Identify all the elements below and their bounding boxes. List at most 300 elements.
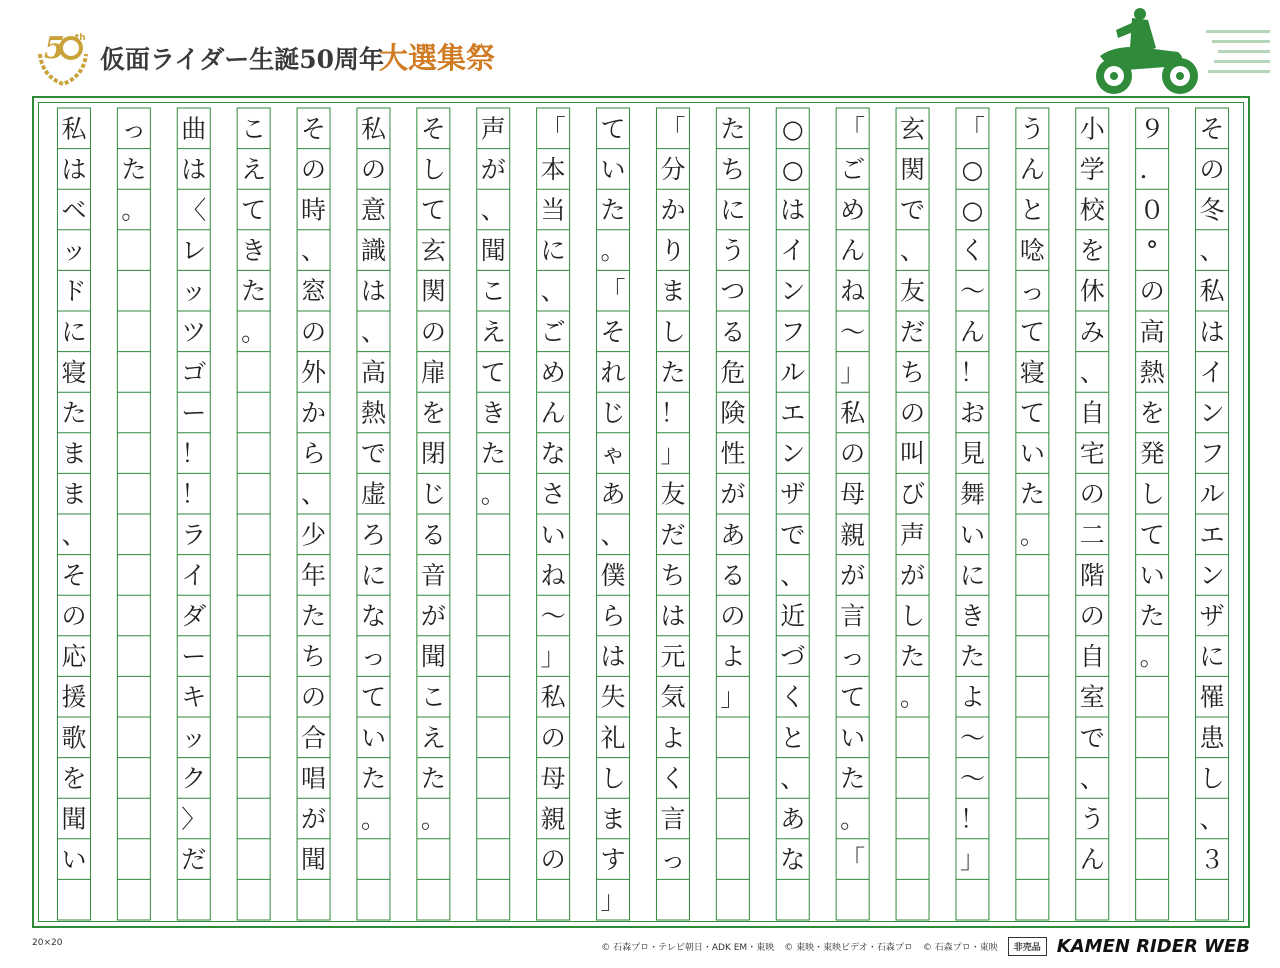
- manuscript-char: た: [1139, 601, 1165, 631]
- manuscript-char: か: [301, 398, 327, 428]
- manuscript-char: し: [600, 763, 626, 793]
- manuscript-char: と: [780, 723, 806, 753]
- manuscript-char: 、: [1199, 236, 1225, 266]
- manuscript-char: ダ: [181, 601, 207, 631]
- manuscript-char: エ: [780, 398, 806, 428]
- manuscript-char: い: [61, 845, 87, 875]
- manuscript-char: で: [900, 195, 926, 225]
- manuscript-char: た: [600, 195, 626, 225]
- manuscript-char: イ: [1199, 357, 1225, 387]
- manuscript-char: 当: [540, 195, 566, 225]
- manuscript-char: い: [540, 520, 566, 550]
- manuscript-char: 」: [720, 682, 746, 712]
- manuscript-char: ル: [1199, 479, 1225, 509]
- manuscript-char: 」: [660, 439, 686, 469]
- copyright-2: © 東映・東映ビデオ・石森プロ: [784, 942, 913, 953]
- manuscript-char: 玄: [900, 114, 926, 144]
- manuscript-char: 宅: [1079, 439, 1105, 469]
- manuscript-char: っ: [660, 845, 686, 875]
- manuscript-char: い: [1139, 560, 1165, 590]
- manuscript-char: 僕: [600, 560, 626, 590]
- manuscript-char: 礼: [600, 723, 626, 753]
- manuscript-char: た: [900, 642, 926, 672]
- manuscript-char: の: [1139, 276, 1165, 306]
- manuscript-char: 音: [420, 560, 446, 590]
- manuscript-char: て: [840, 682, 866, 712]
- manuscript-char: 、: [1079, 357, 1105, 387]
- manuscript-char: と: [1019, 195, 1045, 225]
- 50th-anniversary-laurel-icon: [30, 24, 96, 88]
- manuscript-char: し: [1199, 763, 1225, 793]
- manuscript-char: た: [301, 601, 327, 631]
- manuscript-char: が: [301, 804, 327, 834]
- manuscript-char: お: [959, 398, 985, 428]
- manuscript-char: こ: [480, 276, 506, 306]
- manuscript-char: の: [301, 317, 327, 347]
- manuscript-char: き: [959, 601, 985, 631]
- manuscript-char: た: [241, 276, 267, 306]
- manuscript-char: 私: [1199, 276, 1225, 306]
- manuscript-char: は: [61, 154, 87, 184]
- manuscript-char: ッ: [181, 276, 207, 306]
- manuscript-char: イ: [181, 560, 207, 590]
- manuscript-char: た: [720, 114, 746, 144]
- manuscript-char: 。: [840, 804, 866, 834]
- manuscript-char: 「: [540, 114, 566, 144]
- manuscript-char: ！: [181, 479, 207, 509]
- manuscript-char: 罹: [1199, 682, 1225, 712]
- manuscript-char: を: [420, 398, 446, 428]
- manuscript-char: 。: [121, 195, 147, 225]
- manuscript-char: め: [840, 195, 866, 225]
- manuscript-char: 」: [600, 885, 626, 915]
- manuscript-char: て: [360, 682, 386, 712]
- manuscript-char: な: [780, 845, 806, 875]
- manuscript-char: ご: [840, 154, 866, 184]
- manuscript-char: に: [360, 560, 386, 590]
- manuscript-char: し: [1139, 479, 1165, 509]
- manuscript-char: 母: [540, 763, 566, 793]
- manuscript-paper: [32, 96, 1250, 928]
- manuscript-char: 元: [660, 642, 686, 672]
- kamen-rider-web-logo-text: KAMEN RIDER WEB: [1056, 935, 1250, 957]
- manuscript-char: 。: [1139, 642, 1165, 672]
- manuscript-char: 声: [480, 114, 506, 144]
- manuscript-char: そ: [61, 560, 87, 590]
- manuscript-char: ゃ: [600, 439, 626, 469]
- manuscript-char: 、: [900, 236, 926, 266]
- manuscript-char: 合: [301, 723, 327, 753]
- manuscript-char: 聞: [480, 236, 506, 266]
- copyright-1: © 石森プロ・テレビ朝日・ADK EM・東映: [601, 942, 775, 953]
- copyright-3: © 石森プロ・東映: [922, 942, 998, 953]
- manuscript-char: す: [600, 845, 626, 875]
- manuscript-char: り: [660, 236, 686, 266]
- manuscript-char: の: [420, 317, 446, 347]
- manuscript-char: の: [1079, 479, 1105, 509]
- manuscript-char: 気: [660, 682, 686, 712]
- manuscript-char: ッ: [181, 723, 207, 753]
- manuscript-char: い: [360, 723, 386, 753]
- manuscript-char: ツ: [181, 317, 207, 347]
- manuscript-char: そ: [420, 114, 446, 144]
- manuscript-char: 「: [600, 276, 626, 306]
- manuscript-char: 近: [780, 601, 806, 631]
- manuscript-char: 〈: [181, 195, 207, 225]
- manuscript-char: ～: [959, 763, 985, 793]
- manuscript-char: 〉: [181, 804, 207, 834]
- manuscript-char: し: [420, 154, 446, 184]
- manuscript-char: ご: [540, 317, 566, 347]
- manuscript-char: 言: [660, 804, 686, 834]
- manuscript-char: 、: [600, 520, 626, 550]
- manuscript-char: く: [959, 236, 985, 266]
- manuscript-char: ！: [181, 439, 207, 469]
- manuscript-char: て: [1019, 398, 1045, 428]
- manuscript-char: 。: [900, 682, 926, 712]
- manuscript-char: そ: [1199, 114, 1225, 144]
- manuscript-char: た: [660, 357, 686, 387]
- manuscript-char: ん: [540, 398, 566, 428]
- manuscript-char: 舞: [959, 479, 985, 509]
- manuscript-char: よ: [959, 682, 985, 712]
- manuscript-char: の: [301, 154, 327, 184]
- manuscript-char: が: [720, 479, 746, 509]
- manuscript-char: の: [540, 845, 566, 875]
- manuscript-char: 唸: [1019, 236, 1045, 266]
- manuscript-char: る: [420, 520, 446, 550]
- manuscript-char: 自: [1079, 642, 1105, 672]
- manuscript-char: 玄: [420, 236, 446, 266]
- manuscript-char: て: [241, 195, 267, 225]
- manuscript-char: て: [600, 114, 626, 144]
- manuscript-char: の: [61, 601, 87, 631]
- not-for-sale-badge: 非売品: [1008, 937, 1047, 956]
- manuscript-char: 失: [600, 682, 626, 712]
- manuscript-char: ね: [540, 560, 566, 590]
- manuscript-char: °: [1145, 236, 1159, 266]
- manuscript-char: の: [1079, 601, 1105, 631]
- manuscript-char: 関: [900, 154, 926, 184]
- manuscript-char: 患: [1199, 723, 1225, 753]
- manuscript-char: う: [1079, 804, 1105, 834]
- manuscript-char: ね: [840, 276, 866, 306]
- manuscript-char: い: [600, 154, 626, 184]
- manuscript-char: 」: [959, 845, 985, 875]
- manuscript-char: 」: [540, 642, 566, 672]
- manuscript-char: ！: [959, 804, 985, 834]
- manuscript-char: て: [480, 357, 506, 387]
- manuscript-char: は: [660, 601, 686, 631]
- manuscript-char: に: [1199, 642, 1225, 672]
- manuscript-char: ち: [301, 642, 327, 672]
- manuscript-char: 校: [1079, 195, 1105, 225]
- manuscript-char: 私: [61, 114, 87, 144]
- manuscript-char: 援: [61, 682, 87, 712]
- manuscript-char: こ: [241, 114, 267, 144]
- manuscript-char: 発: [1139, 439, 1165, 469]
- manuscript-char: の: [720, 601, 746, 631]
- manuscript-char: 「: [840, 114, 866, 144]
- manuscript-char: 本: [540, 154, 566, 184]
- footer-credits: [601, 932, 1250, 960]
- manuscript-char: は: [1199, 317, 1225, 347]
- manuscript-char: 冬: [1199, 195, 1225, 225]
- manuscript-char: が: [840, 560, 866, 590]
- manuscript-char: を: [1079, 236, 1105, 266]
- manuscript-char: ン: [780, 439, 806, 469]
- manuscript-char: 。: [480, 479, 506, 509]
- manuscript-char: な: [360, 601, 386, 631]
- manuscript-char: い: [959, 520, 985, 550]
- manuscript-char: そ: [600, 317, 626, 347]
- manuscript-char: 険: [720, 398, 746, 428]
- manuscript-char: ま: [61, 439, 87, 469]
- manuscript-char: ３: [1199, 845, 1225, 875]
- manuscript-char: ろ: [360, 520, 386, 550]
- manuscript-char: た: [840, 763, 866, 793]
- manuscript-char: ９: [1139, 114, 1165, 144]
- manuscript-char: 、: [360, 317, 386, 347]
- manuscript-char: れ: [600, 357, 626, 387]
- manuscript-char: た: [480, 439, 506, 469]
- manuscript-char: 寝: [1019, 357, 1045, 387]
- manuscript-char: 、: [540, 276, 566, 306]
- manuscript-char: ら: [600, 601, 626, 631]
- manuscript-char: ド: [61, 276, 87, 306]
- manuscript-char: は: [181, 154, 207, 184]
- manuscript-char: の: [360, 154, 386, 184]
- manuscript-char: じ: [420, 479, 446, 509]
- manuscript-char: が: [900, 560, 926, 590]
- manuscript-char: 小: [1079, 114, 1105, 144]
- manuscript-char: ち: [720, 154, 746, 184]
- manuscript-char: 私: [840, 398, 866, 428]
- manuscript-char: は: [600, 642, 626, 672]
- manuscript-char: 、: [1199, 804, 1225, 834]
- manuscript-char: ゴ: [181, 357, 207, 387]
- manuscript-char: 識: [360, 236, 386, 266]
- kamen-rider-web-logo: [1057, 936, 1250, 957]
- manuscript-char: に: [540, 236, 566, 266]
- manuscript-char: 親: [540, 804, 566, 834]
- manuscript-char: あ: [780, 804, 806, 834]
- manuscript-char: 友: [900, 276, 926, 306]
- manuscript-char: ん: [840, 236, 866, 266]
- manuscript-char: い: [1019, 439, 1045, 469]
- manuscript-char: っ: [121, 114, 147, 144]
- manuscript-char: 。: [420, 804, 446, 834]
- manuscript-char: の: [840, 439, 866, 469]
- manuscript-char: ベ: [61, 195, 87, 225]
- manuscript-char: あ: [600, 479, 626, 509]
- manuscript-char: ザ: [1199, 601, 1225, 631]
- manuscript-char: 自: [1079, 398, 1105, 428]
- manuscript-char: そ: [301, 114, 327, 144]
- manuscript-char: を: [61, 763, 87, 793]
- manuscript-char: び: [900, 479, 926, 509]
- manuscript-char: で: [360, 439, 386, 469]
- manuscript-char: っ: [1019, 276, 1045, 306]
- manuscript-char: エ: [1199, 520, 1225, 550]
- manuscript-char: 時: [301, 195, 327, 225]
- manuscript-char: 高: [360, 357, 386, 387]
- grid-size-label: 20×20: [32, 938, 63, 948]
- manuscript-char: つ: [720, 276, 746, 306]
- manuscript-char: ら: [301, 439, 327, 469]
- manuscript-char: ん: [1079, 845, 1105, 875]
- manuscript-char: フ: [780, 317, 806, 347]
- header: [0, 0, 1280, 92]
- manuscript-char: 唱: [301, 763, 327, 793]
- manuscript-char: 二: [1079, 520, 1105, 550]
- manuscript-char: 聞: [301, 845, 327, 875]
- manuscript-char: さ: [540, 479, 566, 509]
- manuscript-char: ッ: [61, 236, 87, 266]
- manuscript-char: ～: [959, 276, 985, 306]
- manuscript-char: 友: [660, 479, 686, 509]
- manuscript-char: ま: [660, 276, 686, 306]
- manuscript-char: 私: [540, 682, 566, 712]
- manuscript-char: レ: [181, 236, 207, 266]
- manuscript-char: ０: [1139, 195, 1165, 225]
- manuscript-char: だ: [900, 317, 926, 347]
- manuscript-char: 私: [360, 114, 386, 144]
- manuscript-char: 、: [780, 560, 806, 590]
- manuscript-char: 応: [61, 642, 87, 672]
- manuscript-char: ち: [660, 560, 686, 590]
- manuscript-char: は: [360, 276, 386, 306]
- manuscript-char: 関: [420, 276, 446, 306]
- manuscript-char: に: [61, 317, 87, 347]
- manuscript-char: 、: [1079, 763, 1105, 793]
- manuscript-char: た: [959, 642, 985, 672]
- manuscript-char: 熱: [1139, 357, 1165, 387]
- manuscript-char: 、: [301, 236, 327, 266]
- manuscript-char: 。: [360, 804, 386, 834]
- manuscript-char: 」: [840, 357, 866, 387]
- manuscript-char: ～: [540, 601, 566, 631]
- manuscript-char: ○: [781, 154, 804, 184]
- manuscript-char: て: [1139, 520, 1165, 550]
- manuscript-char: 意: [360, 195, 386, 225]
- manuscript-char: 熱: [360, 398, 386, 428]
- manuscript-char: え: [480, 317, 506, 347]
- manuscript-char: ま: [600, 804, 626, 834]
- page-title: 仮面ライダー生誕50周年: [100, 45, 385, 74]
- manuscript-char: た: [61, 398, 87, 428]
- manuscript-char: 、: [480, 195, 506, 225]
- manuscript-char: ．: [1139, 154, 1165, 184]
- manuscript-char: 。: [600, 236, 626, 266]
- manuscript-char: ち: [900, 357, 926, 387]
- manuscript-char: の: [1199, 154, 1225, 184]
- manuscript-char: 虚: [360, 479, 386, 509]
- manuscript-char: 、: [301, 479, 327, 509]
- manuscript-char: ！: [959, 357, 985, 387]
- manuscript-char: 閉: [420, 439, 446, 469]
- manuscript-char: い: [840, 723, 866, 753]
- manuscript-char: だ: [660, 520, 686, 550]
- manuscript-char: う: [720, 236, 746, 266]
- manuscript-char: ！: [660, 398, 686, 428]
- manuscript-char: っ: [360, 642, 386, 672]
- manuscript-char: き: [241, 236, 267, 266]
- manuscript-char: に: [720, 195, 746, 225]
- manuscript-char: る: [720, 317, 746, 347]
- manuscript-char: の: [900, 398, 926, 428]
- manuscript-char: ん: [1019, 154, 1045, 184]
- manuscript-char: ん: [959, 317, 985, 347]
- manuscript-char: 、: [780, 763, 806, 793]
- manuscript-char: 窓: [301, 276, 327, 306]
- manuscript-char: ラ: [181, 520, 207, 550]
- manuscript-char: 。: [1019, 520, 1045, 550]
- manuscript-char: を: [1139, 398, 1165, 428]
- manuscript-char: く: [780, 682, 806, 712]
- manuscript-char: 高: [1139, 317, 1165, 347]
- manuscript-char: し: [660, 317, 686, 347]
- manuscript-char: 聞: [61, 804, 87, 834]
- manuscript-char: た: [121, 154, 147, 184]
- manuscript-char: て: [420, 195, 446, 225]
- manuscript-char: ～: [959, 723, 985, 753]
- manuscript-char: 見: [959, 439, 985, 469]
- manuscript-char: 叫: [900, 439, 926, 469]
- manuscript-char: ま: [61, 479, 87, 509]
- manuscript-char: 「: [660, 114, 686, 144]
- manuscript-char: 「: [959, 114, 985, 144]
- manuscript-char: ○: [781, 114, 804, 144]
- manuscript-char: え: [420, 723, 446, 753]
- manuscript-char: る: [720, 560, 746, 590]
- manuscript-char: 階: [1079, 560, 1105, 590]
- manuscript-char: な: [540, 439, 566, 469]
- manuscript-char: づ: [780, 642, 806, 672]
- manuscript-char: よ: [720, 642, 746, 672]
- manuscript-char: の: [540, 723, 566, 753]
- manuscript-char: ン: [1199, 398, 1225, 428]
- manuscript-char: よ: [660, 723, 686, 753]
- manuscript-char: ○: [961, 195, 984, 225]
- manuscript-char: 言: [840, 601, 866, 631]
- manuscript-char: え: [241, 154, 267, 184]
- manuscript-char: 学: [1079, 154, 1105, 184]
- manuscript-char: 外: [301, 357, 327, 387]
- manuscript-char: は: [780, 195, 806, 225]
- svg-text:5: 5: [44, 31, 65, 66]
- manuscript-char: 聞: [420, 642, 446, 672]
- manuscript-char: 親: [840, 520, 866, 550]
- manuscript-char: て: [1019, 317, 1045, 347]
- manuscript-char: 分: [660, 154, 686, 184]
- manuscript-char: 危: [720, 357, 746, 387]
- manuscript-char: 休: [1079, 276, 1105, 306]
- manuscript-char: キ: [181, 682, 207, 712]
- manuscript-char: し: [900, 601, 926, 631]
- manuscript-char: 声: [900, 520, 926, 550]
- manuscript-char: 、: [61, 520, 87, 550]
- manuscript-char: こ: [420, 682, 446, 712]
- manuscript-char: に: [959, 560, 985, 590]
- manuscript-char: ～: [840, 317, 866, 347]
- manuscript-char: ザ: [780, 479, 806, 509]
- manuscript-char: あ: [720, 520, 746, 550]
- manuscript-char: ー: [181, 642, 207, 672]
- manuscript-char: だ: [181, 845, 207, 875]
- manuscript-char: 歌: [61, 723, 87, 753]
- manuscript-char: ク: [181, 763, 207, 793]
